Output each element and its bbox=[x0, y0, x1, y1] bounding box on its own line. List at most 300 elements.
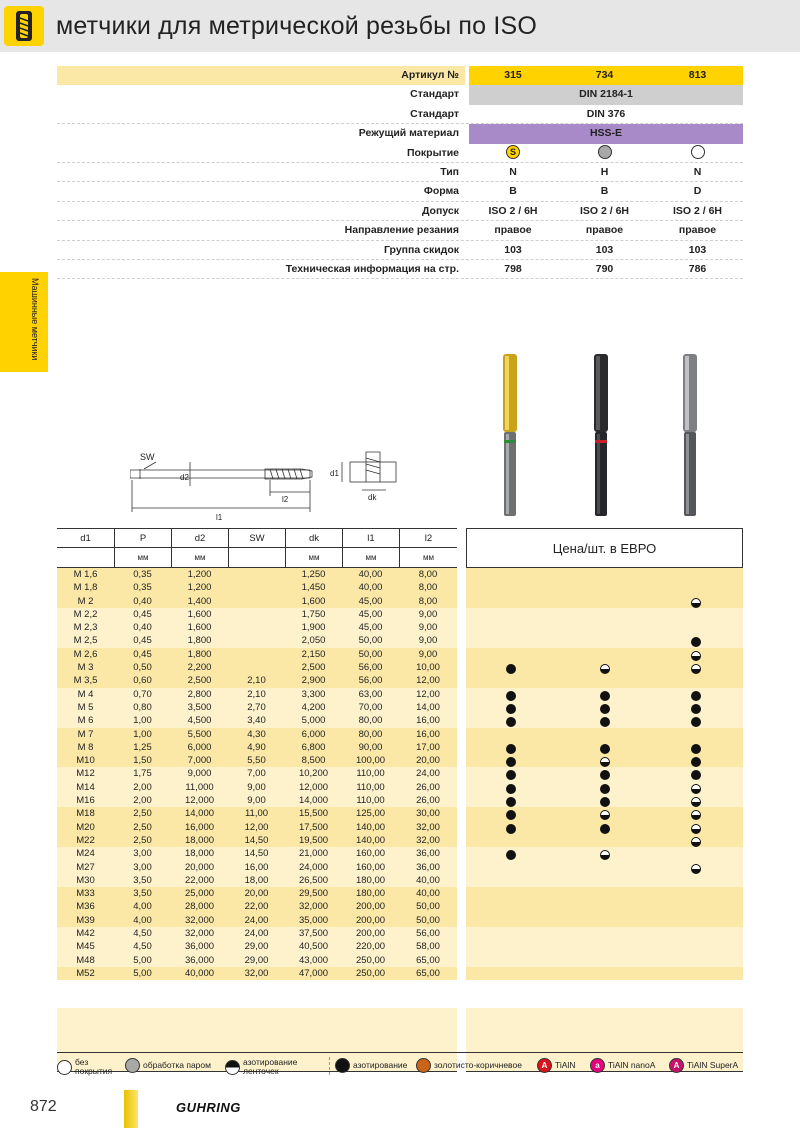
table-cell: M39 bbox=[76, 914, 95, 926]
table-cell: M42 bbox=[76, 928, 95, 940]
table-cell: 1,50 bbox=[133, 755, 152, 767]
dim-header-row bbox=[57, 528, 457, 548]
table-cell: 14,000 bbox=[298, 795, 329, 807]
table-row bbox=[466, 568, 743, 581]
table-row bbox=[57, 767, 457, 780]
article-813: 813 bbox=[652, 66, 743, 85]
dim-unit bbox=[57, 548, 114, 567]
table-cell: 14,50 bbox=[244, 848, 269, 860]
table-row bbox=[57, 914, 457, 927]
table-row bbox=[466, 714, 743, 727]
dim-unit bbox=[228, 548, 285, 567]
table-cell: 1,400 bbox=[187, 595, 212, 607]
table-cell: 17,500 bbox=[298, 821, 329, 833]
in-stock-dot-icon bbox=[506, 797, 516, 807]
table-cell: 180,00 bbox=[355, 888, 386, 900]
table-cell: 1,00 bbox=[133, 715, 152, 727]
table-row bbox=[466, 767, 743, 780]
in-stock-dot-icon bbox=[506, 784, 516, 794]
in-stock-dot-icon bbox=[506, 664, 516, 674]
table-cell: 20,000 bbox=[184, 861, 215, 873]
in-stock-dot-icon bbox=[691, 757, 701, 767]
table-row bbox=[466, 887, 743, 900]
availability-cell bbox=[496, 967, 526, 980]
half-stock-dot-icon bbox=[691, 824, 701, 834]
dim-label-l2: l2 bbox=[282, 495, 289, 504]
dim-unit-row bbox=[57, 548, 457, 568]
legend-text: TiAlN bbox=[555, 1060, 576, 1070]
table-row bbox=[466, 807, 743, 820]
spec-label: Форма bbox=[423, 185, 459, 198]
spec-value: 790 bbox=[595, 262, 614, 275]
dim-unit: мм bbox=[399, 548, 457, 567]
table-cell: 16,00 bbox=[244, 861, 269, 873]
spec-value: правое bbox=[678, 224, 717, 237]
article-315: 315 bbox=[469, 66, 557, 85]
in-stock-dot-icon bbox=[691, 770, 701, 780]
availability-cell bbox=[496, 821, 526, 834]
spec-row-standard1 bbox=[57, 85, 743, 104]
tialn-icon: A bbox=[537, 1058, 552, 1073]
table-cell: 4,500 bbox=[187, 715, 212, 727]
table-cell: 28,000 bbox=[184, 901, 215, 913]
steam-treatment-icon bbox=[598, 145, 612, 159]
table-cell: 36,00 bbox=[416, 848, 440, 860]
table-cell: 29,500 bbox=[298, 888, 329, 900]
half-stock-dot-icon bbox=[691, 784, 701, 794]
table-cell: M45 bbox=[76, 941, 95, 953]
legend-item-nitriding bbox=[335, 1058, 407, 1073]
table-cell: 9,00 bbox=[418, 648, 438, 660]
table-cell: M14 bbox=[76, 781, 95, 793]
dim-unit: мм bbox=[171, 548, 228, 567]
availability-cell bbox=[590, 661, 620, 674]
table-row bbox=[466, 648, 743, 661]
table-cell: 4,50 bbox=[133, 928, 152, 940]
availability-cell bbox=[681, 887, 711, 900]
availability-cell bbox=[590, 794, 620, 807]
dim-header: d1 bbox=[80, 533, 91, 544]
table-row bbox=[466, 741, 743, 754]
availability-cell bbox=[496, 595, 526, 608]
table-cell: M52 bbox=[76, 967, 95, 979]
table-cell: 12,00 bbox=[416, 675, 440, 687]
spec-value: ISO 2 / 6H bbox=[579, 204, 630, 217]
availability-cell bbox=[590, 621, 620, 634]
table-row bbox=[57, 595, 457, 608]
table-cell: 25,000 bbox=[184, 888, 215, 900]
brand-logo: GUHRING bbox=[176, 1100, 241, 1115]
half-stock-dot-icon bbox=[691, 864, 701, 874]
table-cell: 200,00 bbox=[355, 914, 386, 926]
table-cell: 80,00 bbox=[358, 715, 383, 727]
table-cell: 3,50 bbox=[133, 888, 152, 900]
table-row bbox=[57, 621, 457, 634]
table-cell: 4,30 bbox=[247, 728, 266, 740]
table-cell: 32,000 bbox=[184, 914, 215, 926]
table-cell: 43,000 bbox=[298, 954, 329, 966]
spec-label: Допуск bbox=[421, 204, 459, 217]
table-cell: 16,00 bbox=[416, 728, 440, 740]
table-cell: 0,40 bbox=[133, 595, 152, 607]
tialn-nanoa-icon: a bbox=[590, 1058, 605, 1073]
availability-cell bbox=[681, 688, 711, 701]
dim-body bbox=[57, 568, 457, 980]
table-cell: 50,00 bbox=[358, 648, 383, 660]
legend-text: без покрытия bbox=[75, 1057, 113, 1076]
table-cell: 26,500 bbox=[298, 874, 329, 886]
table-cell: 1,800 bbox=[187, 648, 212, 660]
in-stock-dot-icon bbox=[600, 704, 610, 714]
dimensions-table bbox=[57, 528, 457, 979]
table-cell: 40,00 bbox=[416, 874, 440, 886]
spec-row-direction bbox=[57, 221, 743, 240]
table-cell: 24,00 bbox=[244, 928, 269, 940]
table-cell: 0,80 bbox=[133, 701, 152, 713]
table-cell: 2,050 bbox=[301, 635, 326, 647]
legend-divider bbox=[329, 1057, 330, 1075]
table-cell: M 3 bbox=[77, 662, 94, 674]
table-cell: 32,00 bbox=[416, 834, 440, 846]
legend-text: обработка паром bbox=[143, 1060, 211, 1070]
table-cell: 110,00 bbox=[356, 768, 385, 780]
table-cell: 18,000 bbox=[184, 848, 215, 860]
table-cell: 8,00 bbox=[418, 569, 438, 580]
availability-cell bbox=[590, 595, 620, 608]
table-row bbox=[466, 927, 743, 940]
table-row bbox=[57, 940, 457, 953]
table-cell: M 5 bbox=[77, 701, 94, 713]
availability-cell bbox=[590, 714, 620, 727]
availability-cell bbox=[681, 967, 711, 980]
availability-cell bbox=[496, 688, 526, 701]
table-cell: 5,000 bbox=[301, 715, 326, 727]
side-tab-label: Машинные метчики bbox=[30, 278, 40, 361]
availability-cell bbox=[496, 741, 526, 754]
legend-text: TiAlN nanoA bbox=[608, 1060, 656, 1070]
table-row bbox=[57, 581, 457, 594]
in-stock-dot-icon bbox=[691, 637, 701, 647]
availability-cell bbox=[590, 648, 620, 661]
table-row bbox=[466, 661, 743, 674]
table-cell: 63,00 bbox=[358, 688, 383, 700]
half-stock-dot-icon bbox=[600, 757, 610, 767]
legend-item-steam bbox=[125, 1058, 211, 1073]
spec-value: 103 bbox=[504, 243, 522, 256]
table-cell: M 2 bbox=[77, 595, 94, 607]
availability-cell bbox=[496, 634, 526, 647]
spec-label: Покрытие bbox=[406, 146, 459, 159]
table-row bbox=[57, 701, 457, 714]
table-cell: M 3,5 bbox=[73, 675, 98, 687]
table-cell: 32,00 bbox=[244, 967, 269, 979]
table-cell: M 8 bbox=[77, 741, 94, 753]
table-cell: 22,00 bbox=[244, 901, 269, 913]
table-cell: 36,000 bbox=[184, 954, 215, 966]
availability-cell bbox=[681, 741, 711, 754]
availability-cell bbox=[590, 728, 620, 741]
table-cell: 2,500 bbox=[187, 675, 212, 687]
spec-label: Группа скидок bbox=[384, 243, 459, 256]
table-cell: 40,000 bbox=[184, 967, 215, 979]
table-cell: 32,00 bbox=[416, 821, 440, 833]
availability-cell bbox=[590, 834, 620, 847]
in-stock-dot-icon bbox=[506, 824, 516, 834]
spec-value: 786 bbox=[688, 262, 707, 275]
availability-cell bbox=[590, 927, 620, 940]
table-cell: M36 bbox=[76, 901, 95, 913]
table-cell: 47,000 bbox=[298, 967, 329, 979]
price-body bbox=[466, 568, 743, 980]
uncoated-icon bbox=[691, 145, 705, 159]
availability-cell bbox=[590, 674, 620, 687]
availability-cell bbox=[496, 674, 526, 687]
coating-legend bbox=[57, 1052, 743, 1078]
table-row bbox=[57, 887, 457, 900]
spec-label: Режущий материал bbox=[358, 127, 459, 140]
table-row bbox=[57, 781, 457, 794]
table-cell: 5,50 bbox=[247, 755, 266, 767]
page-title: метчики для метрической резьбы по ISO bbox=[56, 12, 538, 40]
availability-cell bbox=[681, 661, 711, 674]
tap-logo-icon bbox=[4, 6, 44, 46]
availability-cell bbox=[590, 914, 620, 927]
table-cell: M 1,6 bbox=[73, 569, 98, 580]
table-row bbox=[466, 688, 743, 701]
table-row bbox=[57, 807, 457, 820]
half-stock-dot-icon bbox=[600, 664, 610, 674]
side-tab bbox=[0, 272, 48, 372]
spec-value: DIN 2184-1 bbox=[469, 85, 743, 104]
availability-cell bbox=[681, 621, 711, 634]
in-stock-dot-icon bbox=[691, 744, 701, 754]
availability-cell bbox=[496, 847, 526, 860]
table-cell: 14,00 bbox=[416, 701, 440, 713]
availability-cell bbox=[590, 940, 620, 953]
legend-item-tialn-nanoa bbox=[590, 1058, 655, 1073]
spec-row-article bbox=[57, 66, 743, 85]
table-cell: 12,000 bbox=[184, 795, 215, 807]
table-cell: 29,00 bbox=[244, 941, 269, 953]
nitriding-icon bbox=[335, 1058, 350, 1073]
table-row bbox=[466, 754, 743, 767]
table-cell: 0,50 bbox=[133, 662, 152, 674]
table-cell: 160,00 bbox=[355, 861, 386, 873]
table-cell: M 6 bbox=[77, 715, 94, 727]
table-cell: 1,75 bbox=[133, 768, 152, 780]
availability-cell bbox=[496, 714, 526, 727]
coating-cell bbox=[652, 144, 743, 162]
spec-value: D bbox=[693, 185, 702, 198]
dim-header: P bbox=[114, 529, 171, 547]
page-number: 872 bbox=[30, 1098, 57, 1115]
table-cell: 36,000 bbox=[184, 941, 215, 953]
spec-value: 103 bbox=[688, 243, 707, 256]
table-cell: 2,10 bbox=[247, 675, 266, 687]
availability-cell bbox=[681, 927, 711, 940]
in-stock-dot-icon bbox=[600, 691, 610, 701]
dim-label-dk: dk bbox=[368, 493, 377, 502]
in-stock-dot-icon bbox=[600, 784, 610, 794]
table-cell: 1,600 bbox=[187, 622, 212, 634]
table-cell: 4,50 bbox=[133, 941, 152, 953]
table-cell: 140,00 bbox=[355, 834, 386, 846]
table-row bbox=[466, 581, 743, 594]
availability-cell bbox=[496, 608, 526, 621]
table-row bbox=[57, 794, 457, 807]
availability-cell bbox=[590, 568, 620, 581]
table-cell: 0,70 bbox=[133, 688, 152, 700]
availability-cell bbox=[496, 767, 526, 780]
table-cell bbox=[228, 661, 285, 674]
table-cell: 1,200 bbox=[187, 569, 212, 580]
table-cell: 4,00 bbox=[133, 901, 152, 913]
table-row bbox=[57, 608, 457, 621]
in-stock-dot-icon bbox=[506, 757, 516, 767]
table-row bbox=[57, 661, 457, 674]
table-row bbox=[466, 940, 743, 953]
half-stock-dot-icon bbox=[691, 810, 701, 820]
availability-cell bbox=[681, 674, 711, 687]
table-cell: 9,00 bbox=[247, 795, 266, 807]
table-cell: 50,00 bbox=[416, 914, 440, 926]
availability-cell bbox=[590, 874, 620, 887]
table-cell: M33 bbox=[76, 888, 95, 900]
table-cell: 160,00 bbox=[355, 848, 386, 860]
table-cell: 2,50 bbox=[133, 808, 152, 820]
table-cell: 45,00 bbox=[358, 595, 383, 607]
in-stock-dot-icon bbox=[506, 744, 516, 754]
table-cell: 24,00 bbox=[244, 914, 269, 926]
availability-cell bbox=[496, 927, 526, 940]
availability-cell bbox=[496, 914, 526, 927]
table-cell: M18 bbox=[76, 808, 95, 820]
availability-cell bbox=[496, 900, 526, 913]
dim-label-d2: d2 bbox=[180, 473, 189, 482]
half-stock-dot-icon bbox=[600, 850, 610, 860]
table-row bbox=[57, 754, 457, 767]
legend-item-strip-nitriding bbox=[225, 1058, 325, 1076]
table-cell bbox=[228, 568, 285, 581]
table-cell: 200,00 bbox=[355, 901, 386, 913]
availability-cell bbox=[681, 728, 711, 741]
table-cell: 250,00 bbox=[355, 967, 386, 979]
table-cell: 2,150 bbox=[301, 648, 326, 660]
spec-row-standard2 bbox=[57, 105, 743, 124]
in-stock-dot-icon bbox=[506, 850, 516, 860]
steam-coating-icon: S bbox=[506, 145, 520, 159]
tialn-supera-icon: A bbox=[669, 1058, 684, 1073]
availability-cell bbox=[496, 661, 526, 674]
table-cell: 1,600 bbox=[301, 595, 326, 607]
tap-image-813 bbox=[683, 354, 697, 516]
table-row bbox=[57, 821, 457, 834]
availability-cell bbox=[681, 940, 711, 953]
dim-label-d1: d1 bbox=[330, 469, 339, 478]
table-cell: 11,00 bbox=[244, 808, 269, 820]
table-cell: 30,00 bbox=[416, 808, 440, 820]
table-row bbox=[57, 648, 457, 661]
spec-row-techinfo bbox=[57, 260, 743, 279]
table-cell: 22,000 bbox=[184, 874, 215, 886]
table-row bbox=[466, 874, 743, 887]
dim-unit: мм bbox=[114, 548, 171, 567]
table-row bbox=[466, 674, 743, 687]
tap-drawing bbox=[130, 440, 410, 520]
half-stock-dot-icon bbox=[691, 664, 701, 674]
spec-row-form bbox=[57, 182, 743, 201]
availability-cell bbox=[681, 581, 711, 594]
table-row bbox=[466, 595, 743, 608]
availability-cell bbox=[590, 701, 620, 714]
availability-cell bbox=[681, 874, 711, 887]
table-cell: 3,500 bbox=[187, 701, 212, 713]
availability-cell bbox=[681, 608, 711, 621]
spec-row-tolerance bbox=[57, 202, 743, 221]
table-cell: 3,40 bbox=[247, 715, 266, 727]
tap-photos bbox=[490, 352, 720, 522]
price-table bbox=[466, 528, 743, 568]
availability-cell bbox=[590, 688, 620, 701]
table-row bbox=[57, 674, 457, 687]
table-row bbox=[466, 954, 743, 967]
tap-image-315 bbox=[503, 354, 517, 516]
availability-cell bbox=[496, 701, 526, 714]
table-cell: 9,00 bbox=[418, 622, 438, 634]
spec-label: Стандарт bbox=[410, 107, 459, 120]
table-cell: M12 bbox=[76, 768, 95, 780]
availability-cell bbox=[496, 621, 526, 634]
table-cell: 6,000 bbox=[301, 728, 326, 740]
table-cell: 90,00 bbox=[358, 741, 383, 753]
table-cell: 2,10 bbox=[247, 688, 266, 700]
table-row bbox=[57, 834, 457, 847]
in-stock-dot-icon bbox=[506, 704, 516, 714]
availability-cell bbox=[590, 767, 620, 780]
availability-cell bbox=[496, 861, 526, 874]
table-cell: 18,000 bbox=[184, 834, 215, 846]
table-row bbox=[57, 568, 457, 581]
in-stock-dot-icon bbox=[600, 797, 610, 807]
price-header: Цена/шт. в ЕВРО bbox=[466, 528, 743, 568]
half-stock-dot-icon bbox=[600, 810, 610, 820]
table-cell: 15,500 bbox=[298, 808, 329, 820]
availability-cell bbox=[590, 861, 620, 874]
table-row bbox=[57, 954, 457, 967]
table-cell: 4,200 bbox=[301, 701, 326, 713]
footer-bar bbox=[124, 1090, 138, 1128]
availability-cell bbox=[681, 821, 711, 834]
table-cell: 3,50 bbox=[133, 874, 152, 886]
dim-label-sw: SW bbox=[140, 452, 155, 462]
spec-value: DIN 376 bbox=[586, 107, 626, 120]
legend-text: азотирование bbox=[353, 1060, 408, 1070]
table-cell: 24,00 bbox=[416, 768, 440, 780]
spec-value: HSS-E bbox=[469, 124, 743, 143]
availability-cell bbox=[681, 914, 711, 927]
availability-cell bbox=[681, 954, 711, 967]
dim-header: d2 bbox=[171, 529, 228, 547]
table-cell: 200,00 bbox=[355, 928, 386, 940]
legend-text: золотисто-коричневое bbox=[434, 1060, 522, 1070]
table-cell: 4,00 bbox=[133, 914, 152, 926]
table-row bbox=[466, 794, 743, 807]
table-cell: M 2,5 bbox=[73, 635, 98, 647]
availability-cell bbox=[496, 581, 526, 594]
table-row bbox=[466, 821, 743, 834]
spec-label: Стандарт bbox=[410, 88, 459, 101]
table-row bbox=[57, 714, 457, 727]
